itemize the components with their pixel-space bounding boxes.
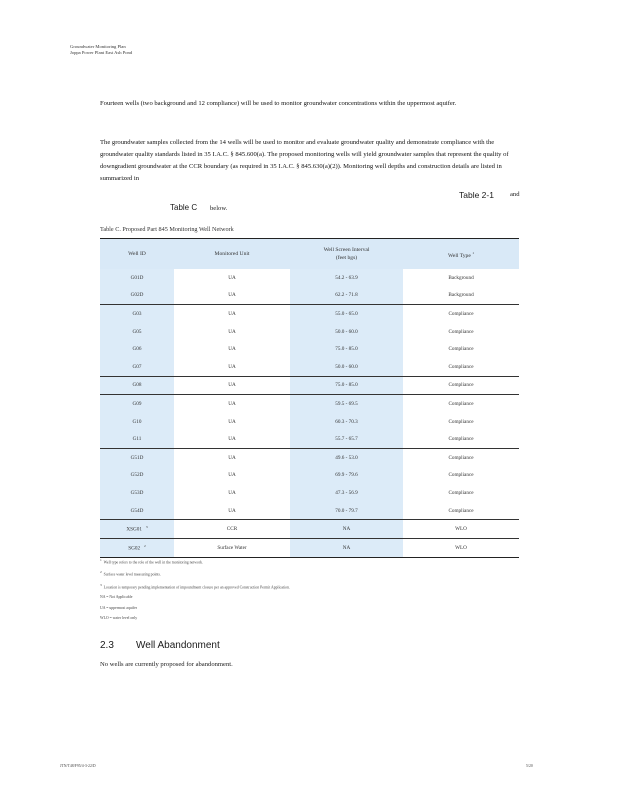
- well-network-table: [100, 238, 519, 558]
- well-id-cell-text: G02D: [130, 292, 144, 299]
- well-type-cell: [403, 358, 519, 376]
- well-type-cell-text: Background: [448, 292, 474, 299]
- table-caption: Table C. Proposed Part 845 Monitoring Well Network: [100, 226, 234, 233]
- well-type-cell: [403, 287, 519, 305]
- screen-interval-cell: [290, 395, 403, 413]
- well-type-cell-text: Compliance: [448, 418, 474, 425]
- note-marker: 3: [100, 582, 102, 587]
- col-header-screen-interval: [290, 239, 403, 270]
- table-2-1-link[interactable]: Table 2-1: [459, 190, 494, 200]
- monitored-unit-cell-text: CCR: [226, 526, 238, 533]
- screen-interval-cell: [290, 430, 403, 448]
- note-marker: 1: [100, 558, 102, 562]
- screen-interval-cell-text: 75.0 - 85.0: [335, 382, 358, 389]
- monitored-unit-cell: [174, 305, 290, 323]
- well-id-cell: [100, 502, 174, 520]
- screen-interval-cell: [290, 376, 403, 395]
- screen-header-line-2: (feet bgs): [335, 255, 358, 261]
- monitored-unit-cell: [174, 430, 290, 448]
- screen-interval-cell: [290, 502, 403, 520]
- below-text: below.: [210, 205, 228, 212]
- table-header-row: [100, 239, 519, 270]
- monitored-unit-cell: [174, 413, 290, 431]
- table-row: [100, 520, 519, 539]
- monitored-unit-cell-text: UA: [228, 346, 236, 353]
- monitored-unit-cell: [174, 448, 290, 466]
- monitored-unit-cell: [174, 484, 290, 502]
- well-id-cell-text: G01D: [130, 274, 144, 281]
- well-id-cell: [100, 520, 174, 539]
- well-id-cell-text: G52D: [130, 472, 144, 479]
- screen-interval-cell: [290, 467, 403, 485]
- screen-interval-cell-text: 49.6 - 53.0: [335, 454, 358, 461]
- well-type-cell: [403, 323, 519, 341]
- well-id-cell-text: G07: [132, 363, 142, 370]
- screen-interval-cell: [290, 287, 403, 305]
- screen-interval-cell: [290, 538, 403, 557]
- screen-interval-cell-text: 60.3 - 70.3: [335, 418, 358, 425]
- table-row: [100, 484, 519, 502]
- well-type-cell-text: Compliance: [448, 382, 474, 389]
- section-title: Well Abandonment: [136, 640, 220, 651]
- screen-header-line-1: Well Screen Interval: [323, 247, 370, 253]
- screen-interval-cell-text: 55.0 - 65.0: [335, 310, 358, 317]
- monitored-unit-cell: [174, 287, 290, 305]
- monitored-unit-cell: [174, 358, 290, 376]
- table-c-link[interactable]: Table C: [170, 203, 198, 212]
- well-id-cell: [100, 305, 174, 323]
- monitored-unit-cell: [174, 467, 290, 485]
- well-type-cell: [403, 448, 519, 466]
- running-header: [70, 44, 132, 56]
- note-line: [100, 613, 290, 623]
- note-marker: 2: [100, 570, 102, 575]
- well-id-cell: [100, 376, 174, 395]
- screen-interval-cell-text: 50.0 - 60.0: [335, 328, 358, 335]
- monitored-unit-cell-text: UA: [228, 274, 236, 281]
- screen-interval-cell-text: 69.9 - 79.6: [335, 472, 358, 479]
- monitored-unit-cell: [174, 520, 290, 539]
- table-notes: [100, 555, 290, 623]
- monitored-unit-cell-text: UA: [228, 328, 236, 335]
- well-id-cell-text: G09: [132, 400, 142, 407]
- well-type-cell: [403, 340, 519, 358]
- well-id-cell-text: G11: [132, 436, 142, 443]
- section-number: 2.3: [100, 640, 114, 651]
- well-id-cell: [100, 484, 174, 502]
- monitored-unit-cell-text: UA: [228, 507, 236, 514]
- well-type-cell-text: Compliance: [448, 454, 474, 461]
- header-line-1: Groundwater Monitoring Plan: [70, 44, 126, 49]
- well-type-cell-text: Compliance: [448, 472, 474, 479]
- section-body: No wells are currently proposed for abandonment.: [100, 661, 233, 668]
- table-row: [100, 376, 519, 395]
- intro-paragraph: Fourteen wells (two background and 12 compliance) will be used to monitor groundwater concentrations within the uppermost aquifer.: [100, 100, 457, 107]
- well-id-cell: [100, 358, 174, 376]
- well-type-cell: [403, 502, 519, 520]
- well-id-cell: [100, 323, 174, 341]
- table-row: [100, 448, 519, 466]
- monitored-unit-cell-text: UA: [228, 489, 236, 496]
- note-text: Surface water level measuring points.: [103, 572, 161, 577]
- monitored-unit-cell-text: UA: [228, 382, 236, 389]
- well-id-cell-text: G05: [132, 328, 142, 335]
- well-type-cell-text: Background: [448, 274, 474, 281]
- well-type-cell: [403, 395, 519, 413]
- note-text: NA = Not Applicable: [100, 595, 133, 600]
- screen-interval-cell-text: 55.7 - 65.7: [335, 436, 358, 443]
- table-row: [100, 430, 519, 448]
- table-body: [100, 269, 519, 557]
- screen-interval-cell: [290, 484, 403, 502]
- well-type-cell-text: Compliance: [448, 400, 474, 407]
- well-id-cell: [100, 448, 174, 466]
- monitored-unit-cell-text: UA: [228, 418, 236, 425]
- screen-interval-cell: [290, 269, 403, 287]
- footer-page-number: 5/20: [526, 764, 533, 768]
- monitored-unit-cell: [174, 269, 290, 287]
- screen-interval-cell-text: 62.2 - 71.8: [335, 292, 358, 299]
- well-id-cell-text: G10: [132, 418, 142, 425]
- well-id-cell: [100, 413, 174, 431]
- well-id-cell-text: XSG01: [126, 526, 142, 533]
- table-row: [100, 305, 519, 323]
- summarized-text: summarized in: [100, 175, 140, 182]
- well-type-cell-text: Compliance: [448, 363, 474, 370]
- well-type-footnote-marker: 1: [472, 250, 474, 255]
- header-line-2: Joppa Power Plant East Ash Pond: [70, 50, 133, 55]
- col-header-well-id: Well ID: [100, 239, 174, 270]
- table-row: [100, 413, 519, 431]
- table-row: [100, 502, 519, 520]
- screen-interval-cell: [290, 323, 403, 341]
- well-id-cell-text: G53D: [130, 489, 144, 496]
- samples-paragraph-text: The groundwater samples collected from the 14 wells will be used to monitor and evaluate groundwater quality and demonstrate compliance with the groundwater quality standards listed in 35 I.A.C. § 845.600(a). The proposed monitoring wells will yield groundwater samples that represent the quality of downgradient groundwater at the CCR boundary (as required in 35 I.A.C. § 845.630(a)(2)). Monitoring well depths and construction details are listed in: [100, 139, 509, 170]
- well-type-cell: [403, 376, 519, 395]
- footer-doc-id: JTN/T48/F95/4-3-22/D: [60, 764, 96, 768]
- screen-interval-cell: [290, 358, 403, 376]
- monitored-unit-cell: [174, 395, 290, 413]
- well-type-cell-text: Compliance: [448, 507, 474, 514]
- col-header-well-type: [403, 239, 519, 270]
- table-row: [100, 358, 519, 376]
- note-line: [100, 567, 290, 579]
- well-id-cell: [100, 287, 174, 305]
- screen-interval-cell-text: 75.0 - 85.0: [335, 346, 358, 353]
- monitored-unit-cell: [174, 323, 290, 341]
- note-line: [100, 603, 290, 613]
- monitored-unit-cell: [174, 502, 290, 520]
- screen-interval-cell: [290, 340, 403, 358]
- well-id-cell-text: G08: [132, 382, 142, 389]
- well-type-cell: [403, 484, 519, 502]
- monitored-unit-cell-text: UA: [228, 310, 236, 317]
- well-id-cell-text: G54D: [130, 507, 144, 514]
- monitored-unit-cell-text: UA: [228, 363, 236, 370]
- well-type-cell-text: Compliance: [448, 489, 474, 496]
- well-id-cell: [100, 269, 174, 287]
- screen-interval-cell-text: 59.5 - 69.5: [335, 400, 358, 407]
- table-row: [100, 269, 519, 287]
- monitored-unit-cell-text: UA: [228, 400, 236, 407]
- screen-interval-cell-text: 50.0 - 60.0: [335, 363, 358, 370]
- screen-interval-cell-text: 54.2 - 63.9: [335, 274, 358, 281]
- samples-paragraph: [100, 137, 520, 185]
- well-type-header-label: Well Type: [448, 252, 471, 259]
- well-type-cell: [403, 305, 519, 323]
- monitored-unit-cell-text: UA: [228, 436, 236, 443]
- well-type-cell: [403, 538, 519, 557]
- well-type-cell: [403, 269, 519, 287]
- well-id-cell-text: G03: [132, 310, 142, 317]
- monitored-unit-cell-text: Surface Water: [217, 544, 247, 551]
- well-type-cell-text: Compliance: [448, 328, 474, 335]
- well-id-cell: [100, 467, 174, 485]
- note-text: Location is temporary pending implementation of impoundment closure per an approved Construction Permit Application.: [103, 585, 290, 590]
- screen-interval-cell-text: 70.0 - 79.7: [335, 507, 358, 514]
- table-row: [100, 287, 519, 305]
- well-type-cell: [403, 467, 519, 485]
- well-type-cell-text: Compliance: [448, 436, 474, 443]
- note-line: [100, 555, 290, 567]
- well-type-cell-text: Compliance: [448, 310, 474, 317]
- well-type-cell-text: WLO: [455, 526, 467, 533]
- screen-interval-cell: [290, 448, 403, 466]
- well-id-cell: [100, 430, 174, 448]
- well-type-cell: [403, 413, 519, 431]
- footnote-marker: 3: [145, 525, 148, 530]
- monitored-unit-cell-text: UA: [228, 292, 236, 299]
- monitored-unit-cell-text: UA: [228, 472, 236, 479]
- well-id-cell-text: G51D: [130, 454, 144, 461]
- well-id-cell-text: G06: [132, 346, 142, 353]
- note-text: WLO = water level only: [100, 615, 138, 620]
- col-header-monitored-unit: Monitored Unit: [174, 239, 290, 270]
- table-row: [100, 467, 519, 485]
- well-id-cell-text: SG02: [128, 545, 141, 552]
- well-type-cell-text: WLO: [455, 544, 467, 551]
- screen-interval-cell-text: NA: [342, 526, 351, 533]
- table-row: [100, 340, 519, 358]
- footnote-marker: 2: [143, 543, 146, 548]
- well-id-cell: [100, 395, 174, 413]
- screen-interval-cell: [290, 413, 403, 431]
- note-line: [100, 580, 290, 592]
- screen-interval-cell: [290, 305, 403, 323]
- table-row: [100, 395, 519, 413]
- note-text: Well type refers to the role of the well in the monitoring network.: [103, 560, 203, 565]
- well-type-cell: [403, 520, 519, 539]
- well-id-cell: [100, 340, 174, 358]
- well-type-cell: [403, 430, 519, 448]
- and-text: and: [510, 191, 520, 198]
- screen-interval-cell-text: 47.3 - 56.9: [335, 489, 358, 496]
- screen-interval-cell: [290, 520, 403, 539]
- monitored-unit-cell-text: UA: [228, 454, 236, 461]
- monitored-unit-cell: [174, 340, 290, 358]
- note-text: UA = uppermost aquifer: [100, 605, 138, 610]
- screen-interval-cell-text: NA: [342, 544, 351, 551]
- well-type-cell-text: Compliance: [448, 346, 474, 353]
- note-line: [100, 592, 290, 602]
- table-row: [100, 323, 519, 341]
- monitored-unit-cell: [174, 376, 290, 395]
